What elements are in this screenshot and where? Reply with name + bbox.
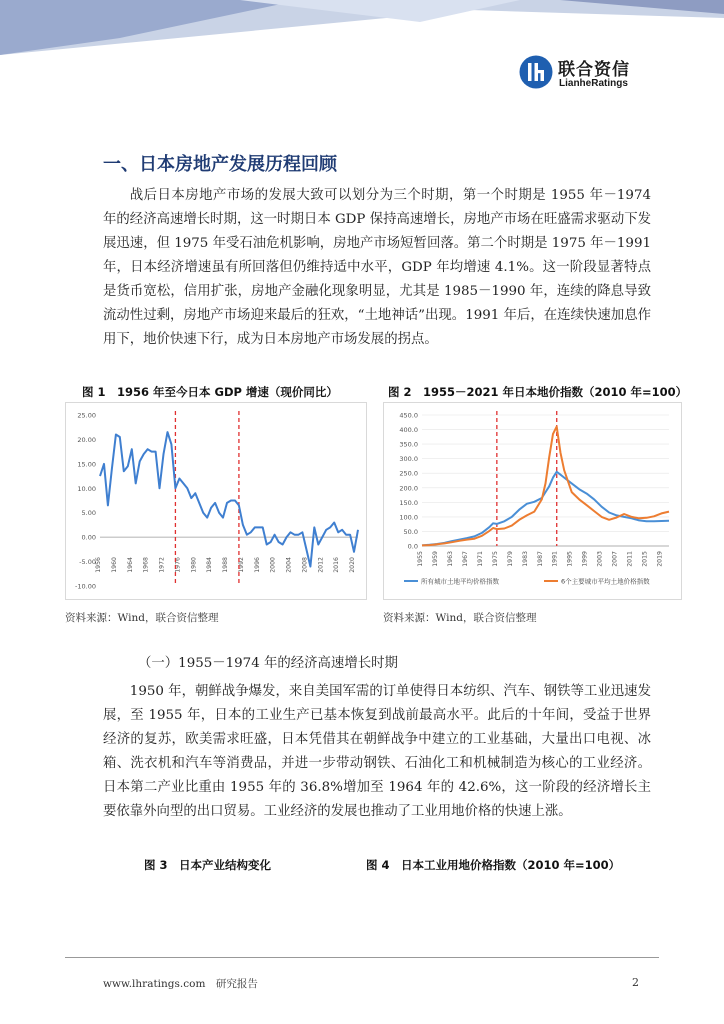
land-chart-y-tick-label: 200.0 — [399, 484, 418, 493]
land-chart-x-tick-label: 1955 — [417, 551, 424, 567]
figure2-caption: 图 2 1955－2021 年日本地价指数（2010 年=100） — [388, 385, 688, 399]
subsection-paragraph: 1950 年，朝鲜战争爆发，来自美国军需的订单使得日本纺织、汽车、钢铁等工业迅速发展，至 1955 年，日本的工业生产已基本恢复到战前最高水平。此后的十年间，受益于世界经济的复苏，欧美需求旺盛，日本凭借其在朝鲜战争中建立的工业基础，大量出口电视、冰箱、洗衣机和汽车等消费品，并进一步带动钢铁、石油化工和机械制造为核心的工业经济。日本第二产业比重由 1955 年的 36.8%增加至 1964 年的 42.6%，这一阶段的经济增长主要依靠外向型的出口贸易。工业经济的发展也推动了工业用地价格的快速上涨。 — [103, 684, 651, 819]
land-chart-x-tick-label: 2011 — [626, 551, 634, 567]
footer-website: www.lhratings.com 研究报告 — [103, 978, 258, 990]
land-price-chart — [383, 402, 682, 600]
land-chart-y-tick-label: 400.0 — [399, 426, 418, 435]
lianhe-logo-icon — [518, 54, 554, 90]
gdp-chart-x-tick-label: 1956 — [95, 557, 102, 573]
gdp-chart-x-tick-label: 1972 — [158, 557, 166, 573]
land-chart-x-tick-label: 1979 — [506, 551, 514, 567]
gdp-chart-x-tick-label: 1984 — [206, 557, 214, 573]
land-chart-x-tick-label: 1983 — [521, 551, 529, 567]
land-chart-x-tick-label: 1967 — [461, 551, 469, 567]
gdp-chart-series-line-1 — [100, 432, 358, 566]
land-chart-x-tick-label: 1987 — [536, 551, 544, 567]
gdp-chart-x-tick-label: 1960 — [110, 557, 118, 573]
land-chart-y-tick-label: 0.0 — [407, 542, 418, 551]
gdp-chart-x-tick-label: 1976 — [174, 557, 182, 573]
land-chart-x-tick-label: 2015 — [641, 551, 649, 567]
figure1-caption: 图 1 1956 年至今日本 GDP 增速（现价同比） — [82, 385, 338, 399]
gdp-chart-x-tick-label: 1992 — [237, 557, 245, 573]
gdp-chart-x-tick-label: 1964 — [126, 557, 134, 573]
land-chart-x-tick-label: 1999 — [581, 551, 589, 567]
figure1-source: 资料来源：Wind，联合资信整理 — [65, 612, 219, 624]
land-chart-x-tick-label: 1995 — [566, 551, 574, 567]
land-chart-x-tick-label: 2003 — [596, 551, 604, 567]
land-chart-y-tick-label: 50.0 — [403, 527, 418, 536]
logo-english-text: LianheRatings — [559, 78, 628, 89]
figure4-caption: 图 4 日本工业用地价格指数（2010 年=100） — [366, 858, 621, 872]
gdp-chart-y-tick-label: 0.00 — [81, 533, 96, 542]
land-chart-legend-label-1: 所有城市土地平均价格指数 — [421, 577, 499, 586]
gdp-chart-y-tick-label: 15.00 — [77, 460, 96, 469]
gdp-chart-x-tick-label: 1988 — [222, 557, 230, 573]
figure2-source: 资料来源：Wind，联合资信整理 — [383, 612, 537, 624]
footer-divider — [65, 957, 659, 958]
gdp-chart-x-tick-label: 2012 — [317, 557, 325, 573]
figure3-caption: 图 3 日本产业结构变化 — [144, 858, 272, 872]
land-chart-x-tick-label: 1963 — [446, 551, 454, 567]
land-price-chart-svg — [384, 403, 681, 599]
land-chart-x-tick-label: 2007 — [611, 551, 619, 567]
land-chart-x-tick-label: 1975 — [491, 551, 499, 567]
gdp-chart-x-tick-label: 1980 — [190, 557, 198, 573]
land-chart-y-tick-label: 150.0 — [399, 498, 418, 507]
land-chart-y-tick-label: 350.0 — [399, 440, 418, 449]
land-chart-x-tick-label: 1971 — [476, 551, 484, 567]
gdp-chart-x-tick-label: 2020 — [349, 557, 357, 573]
gdp-chart-x-tick-label: 2008 — [301, 557, 309, 573]
land-chart-y-tick-label: 250.0 — [399, 469, 418, 478]
gdp-chart-x-tick-label: 1996 — [253, 557, 261, 573]
company-logo — [518, 54, 658, 94]
gdp-chart-y-tick-label: 5.00 — [81, 509, 96, 518]
land-chart-x-tick-label: 2019 — [656, 551, 664, 567]
gdp-chart-y-tick-label: 10.00 — [77, 484, 96, 493]
gdp-growth-chart — [65, 402, 367, 600]
gdp-chart-y-tick-label: 25.00 — [77, 411, 96, 420]
gdp-growth-chart-svg — [66, 403, 366, 599]
logo-chinese-text: 联合资信 — [558, 60, 630, 80]
subsection-title: （一）1955－1974 年的经济高速增长时期 — [138, 656, 398, 671]
intro-paragraph: 战后日本房地产市场的发展大致可以划分为三个时期，第一个时期是 1955 年－1974 年的经济高速增长时期，这一时期日本 GDP 保持高速增长，房地产市场在旺盛需求驱动下发展迅速，但 1975 年受石油危机影响，房地产市场短暂回落。第二个时期是 1975 年－1991 年，日本经济增速虽有所回落但仍维持适中水平，GDP 年均增速 4.1%。这一阶段显著特点是货币宽松，信用扩张，房地产金融化现象明显，尤其是 1985－1990 年，连续的降息导致流动性过剩，房地产市场迎来最后的狂欢，“土地神话”出现。1991 年后，在连续快速加息作用下，地价快速下行，成为日本房地产市场发展的拐点。 — [103, 188, 651, 347]
land-chart-x-tick-label: 1959 — [431, 551, 439, 567]
page-number: 2 — [632, 976, 639, 989]
land-chart-legend-label-2: 6个主要城市平均土地价格指数 — [561, 577, 650, 586]
land-chart-x-tick-label: 1991 — [551, 551, 559, 567]
land-chart-y-tick-label: 300.0 — [399, 455, 418, 464]
gdp-chart-x-tick-label: 1968 — [142, 557, 150, 573]
gdp-chart-y-tick-label: -5.00 — [79, 558, 96, 567]
header-banner — [0, 0, 724, 60]
land-chart-y-tick-label: 450.0 — [399, 411, 418, 420]
gdp-chart-y-tick-label: -10.00 — [75, 582, 96, 591]
gdp-chart-x-tick-label: 2004 — [285, 557, 293, 573]
gdp-chart-x-tick-label: 2000 — [269, 557, 277, 573]
gdp-chart-y-tick-label: 20.00 — [77, 435, 96, 444]
gdp-chart-x-tick-label: 2016 — [333, 557, 341, 573]
land-chart-y-tick-label: 100.0 — [399, 513, 418, 522]
section-title: 一、日本房地产发展历程回顾 — [103, 154, 337, 175]
land-chart-series-line-2 — [422, 427, 669, 546]
